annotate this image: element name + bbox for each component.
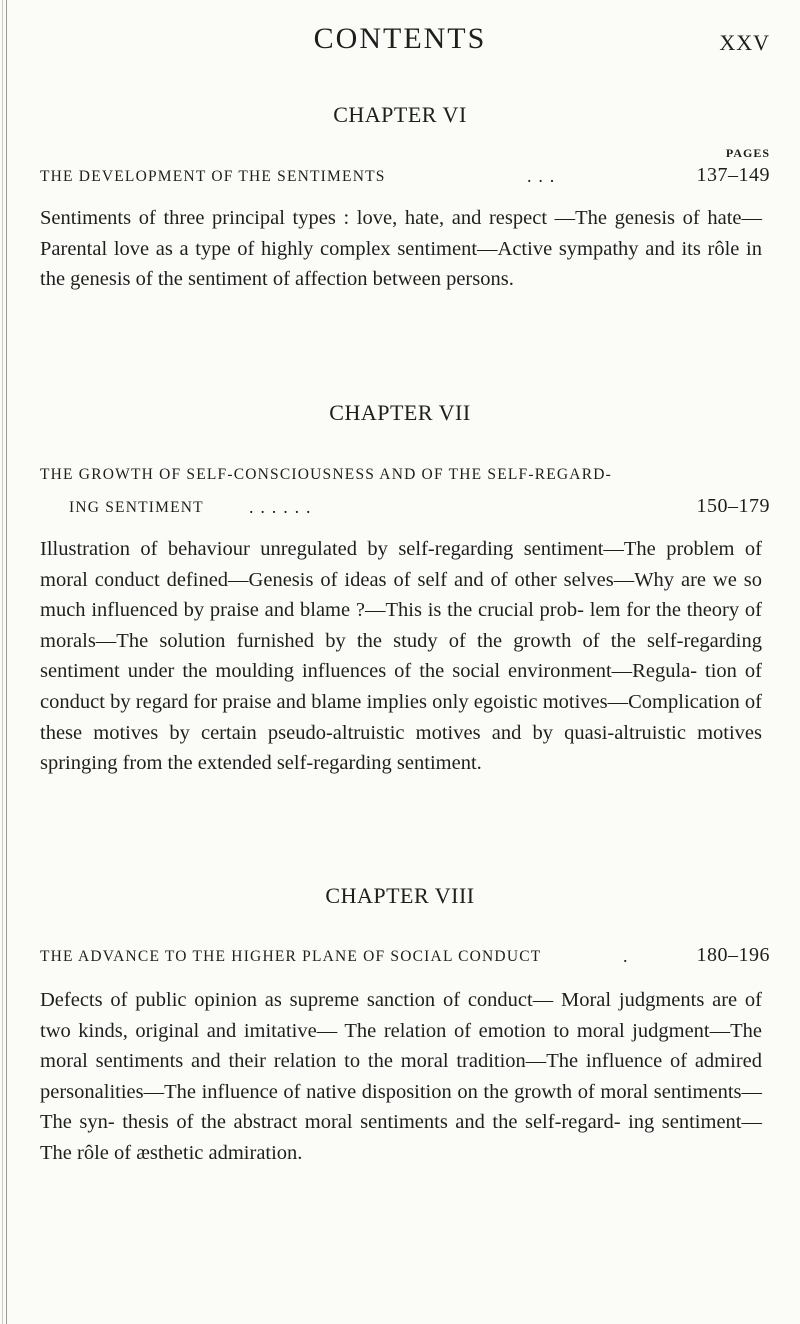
chapter-heading: CHAPTER VI — [333, 102, 467, 127]
leader-dots: . . . . . . — [249, 497, 312, 517]
chapter-title-continued — [69, 495, 770, 517]
pages-column-label: PAGES — [725, 146, 770, 160]
chapter-title — [40, 944, 770, 966]
page-edge-shadow — [2, 0, 3, 1324]
chapter-title-text: THE DEVELOPMENT OF THE SENTIMENTS — [40, 168, 386, 185]
chapter-heading: CHAPTER VIII — [325, 883, 475, 908]
chapter-title-text: ING SENTIMENT — [69, 499, 204, 516]
page-edge — [6, 0, 7, 1324]
chapter-title-text: THE GROWTH OF SELF-CONSCIOUSNESS AND OF THE SELF-REGARD- — [40, 466, 612, 483]
page-range: 180–196 — [696, 944, 770, 966]
page-range: 150–179 — [696, 495, 770, 517]
page-range: 137–149 — [696, 164, 770, 186]
page-folio: XXV — [719, 30, 770, 55]
running-head: CONTENTS — [313, 22, 487, 55]
chapter-summary: Defects of public opinion as supreme sanction of conduct— Moral judgments are of two kinds, original and imitative— The relation of emotion to moral judgment—The moral sentiments and their relation to the moral tradition—The influence of admired personalities—The influence of native disposition on the growth of moral sentiments—The syn- thesis of the abstract moral sentiments and the self-regard- ing sentiment—The rôle of æsthetic admiration. — [40, 989, 762, 1164]
chapter-heading: CHAPTER VII — [329, 400, 471, 425]
leader-dots: . . . — [527, 166, 556, 186]
page-header — [0, 22, 800, 62]
chapter-title — [40, 164, 770, 186]
chapter-summary: Sentiments of three principal types : love, hate, and respect —The genesis of hate—Parental love as a type of highly complex sentiment—Active sympathy and its rôle in the genesis of the sentiment of affection between persons. — [40, 207, 762, 291]
chapter-summary: Illustration of behaviour unregulated by self-regarding sentiment—The problem of moral conduct defined—Genesis of ideas of self and of other selves—Why are we so much influenced by praise and blame ?—This is the crucial prob- lem for the theory of morals—The solution furnished by the study of the growth of the self-regarding sentiment under the moulding influences of the social environment—Regula- tion of conduct by regard for praise and blame implies only egoistic motives—Complication of these motives by certain pseudo-altruistic motives and by quasi-altruistic motives springing from the extended self-regarding sentiment. — [40, 538, 762, 775]
leader-dots: . — [623, 946, 629, 966]
chapter-title-text: THE ADVANCE TO THE HIGHER PLANE OF SOCIAL CONDUCT — [40, 948, 542, 965]
chapter-title — [40, 466, 770, 484]
